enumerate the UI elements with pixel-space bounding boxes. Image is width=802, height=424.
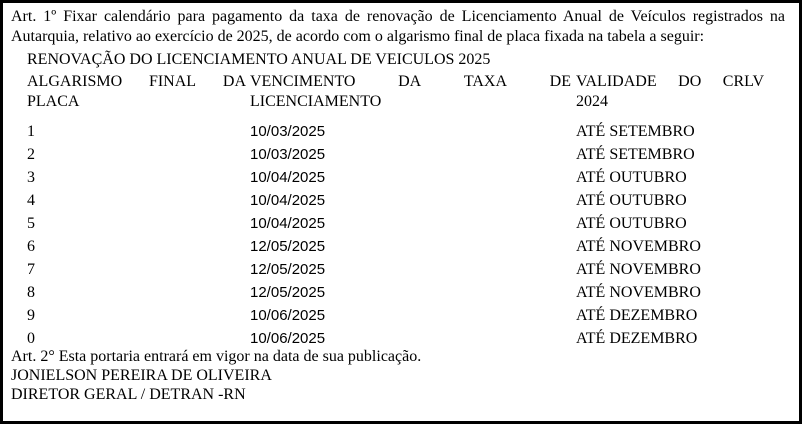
document-content <box>11 7 791 403</box>
article-1-text: Art. 1º Fixar calendário para pagamento da taxa de renovação de Licenciamento Anual de Veículos registrados na Autarquia, relativo ao exercício de 2025, de acordo com o algarismo final de placa fixada na tabela a seguir: <box>11 8 785 45</box>
table-row <box>27 260 779 283</box>
header-plate-digit <box>27 72 246 112</box>
header-word: FINAL <box>148 73 197 90</box>
validity-cell: ATÉ OUTUBRO <box>576 215 687 232</box>
table-row <box>27 122 779 145</box>
article-2-text: Art. 2° Esta portaria entrará em vigor na data de sua publicação. <box>11 348 422 365</box>
plate-digit-cell: 3 <box>27 169 35 186</box>
due-date-cell: 12/05/2025 <box>250 284 326 301</box>
validity-cell: ATÉ NOVEMBRO <box>576 284 701 301</box>
header-word: LICENCIAMENTO <box>250 93 382 110</box>
table-title: RENOVAÇÃO DO LICENCIAMENTO ANUAL DE VEICULOS 2025 <box>27 51 491 68</box>
table-row <box>27 214 779 237</box>
header-word: DA <box>398 73 422 90</box>
due-date-cell: 10/04/2025 <box>250 169 326 186</box>
header-word: DO <box>678 73 702 90</box>
due-date-cell: 10/06/2025 <box>250 330 326 347</box>
header-word: TAXA <box>463 73 508 90</box>
due-date-cell: 10/04/2025 <box>250 192 326 209</box>
header-word: DE <box>549 73 571 90</box>
plate-digit-cell: 7 <box>27 261 35 278</box>
validity-cell: ATÉ OUTUBRO <box>576 169 687 186</box>
plate-digit-cell: 1 <box>27 123 35 140</box>
validity-cell: ATÉ DEZEMBRO <box>576 307 698 324</box>
plate-digit-cell: 4 <box>27 192 35 209</box>
due-date-cell: 12/05/2025 <box>250 238 326 255</box>
due-date-cell: 10/03/2025 <box>250 123 326 140</box>
header-word: VENCIMENTO <box>250 73 356 90</box>
plate-digit-cell: 6 <box>27 238 35 255</box>
plate-digit-cell: 0 <box>27 330 35 347</box>
table-row <box>27 191 779 214</box>
due-date-cell: 10/03/2025 <box>250 146 326 163</box>
header-word: VALIDADE <box>576 73 657 90</box>
plate-digit-cell: 5 <box>27 215 35 232</box>
header-word: CRLV <box>722 73 764 90</box>
table-row <box>27 237 779 260</box>
validity-cell: ATÉ OUTUBRO <box>576 192 687 209</box>
header-due-date <box>250 72 571 112</box>
table-row <box>27 145 779 168</box>
table-rows <box>27 122 779 352</box>
header-word: PLACA <box>27 93 80 110</box>
document-footer <box>11 347 421 404</box>
signatory-title: DIRETOR GERAL / DETRAN -RN <box>11 386 246 403</box>
due-date-cell: 12/05/2025 <box>250 261 326 278</box>
due-date-cell: 10/04/2025 <box>250 215 326 232</box>
header-word: ALGARISMO <box>27 73 123 90</box>
validity-cell: ATÉ SETEMBRO <box>576 123 695 140</box>
plate-digit-cell: 8 <box>27 284 35 301</box>
table-row <box>27 283 779 306</box>
validity-cell: ATÉ NOVEMBRO <box>576 238 701 255</box>
table-row <box>27 306 779 329</box>
due-date-cell: 10/06/2025 <box>250 307 326 324</box>
plate-digit-cell: 9 <box>27 307 35 324</box>
header-validity <box>576 72 764 112</box>
table-row <box>27 168 779 191</box>
validity-cell: ATÉ DEZEMBRO <box>576 330 698 347</box>
header-word: 2024 <box>576 93 608 110</box>
plate-digit-cell: 2 <box>27 146 35 163</box>
signatory-name: JONIELSON PEREIRA DE OLIVEIRA <box>11 367 272 384</box>
header-word: DA <box>222 73 246 90</box>
validity-cell: ATÉ NOVEMBRO <box>576 261 701 278</box>
validity-cell: ATÉ SETEMBRO <box>576 146 695 163</box>
